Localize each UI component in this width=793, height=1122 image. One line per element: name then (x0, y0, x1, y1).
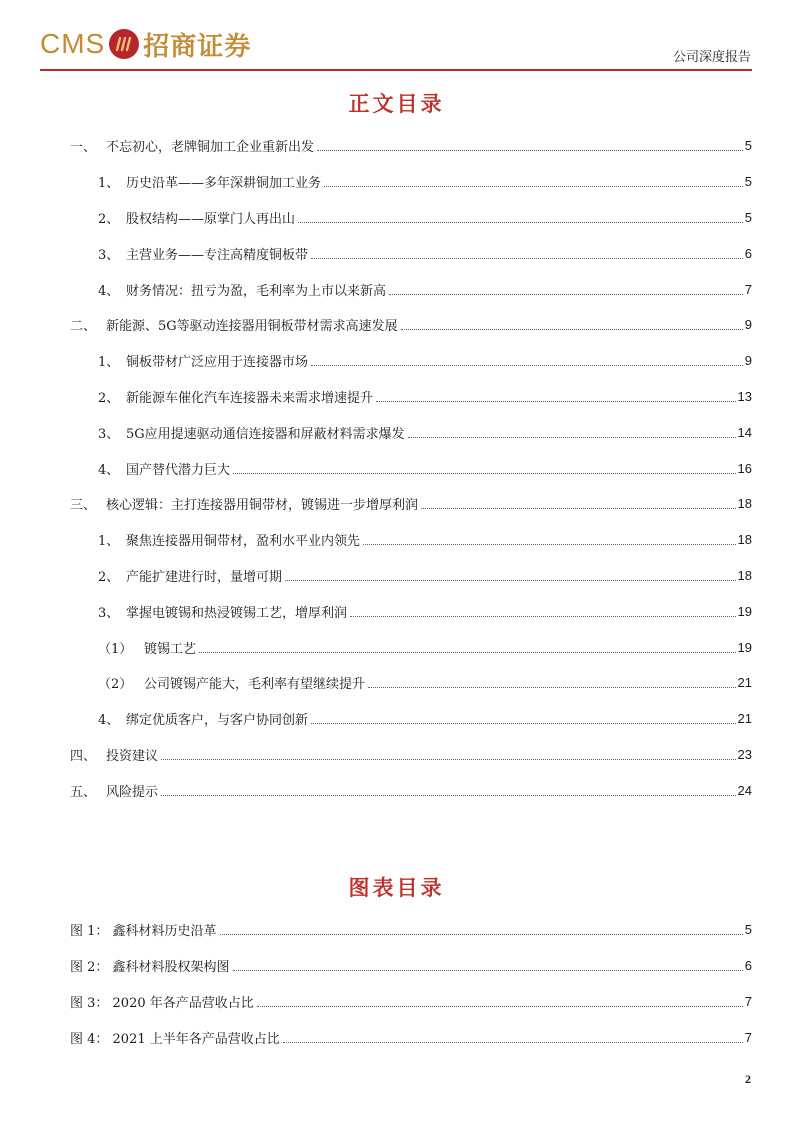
toc-entry-label: 公司镀锡产能大，毛利率有望继续提升 (144, 677, 366, 693)
toc-entry-page: 21 (737, 711, 752, 727)
toc-title: 正文目录 (348, 92, 445, 116)
company-logo (40, 26, 251, 62)
toc-leader-dots (199, 652, 736, 653)
toc-entry[interactable] (70, 701, 752, 737)
toc-entry-number: 三、 (70, 498, 97, 514)
toc-leader-dots (324, 186, 743, 187)
figure-entry-label: 图 1： 鑫科材料历史沿革 (70, 924, 217, 940)
toc-entry-number: （1） (98, 641, 133, 657)
toc-entry[interactable] (70, 486, 752, 522)
toc-entry-number: 2、 (98, 569, 120, 585)
toc-entry-number: 4、 (98, 283, 120, 299)
toc-leader-dots (401, 329, 743, 330)
toc-entry-page: 5 (744, 209, 752, 225)
figure-entry-page: 5 (744, 922, 752, 938)
toc-entry-label: 投资建议 (106, 748, 159, 764)
toc-entry-number: 二、 (70, 319, 97, 335)
toc-entry-page: 23 (737, 746, 752, 762)
toc-entry-page: 19 (737, 639, 752, 655)
toc-entry[interactable] (70, 128, 752, 164)
logo-chinese-text: 招商证券 (143, 31, 252, 62)
toc-entry-label: 风险提示 (106, 784, 159, 800)
toc-entry-number: 1、 (98, 176, 120, 192)
toc-leader-dots (408, 437, 736, 438)
toc-entry-label: 历史沿革——多年深耕铜加工业务 (126, 176, 322, 192)
page-number: 2 (745, 1072, 751, 1086)
toc-leader-dots (220, 934, 743, 935)
toc-leader-dots (161, 759, 736, 760)
toc-entry-page: 21 (737, 675, 752, 691)
toc-entry[interactable] (70, 772, 752, 808)
toc-leader-dots (421, 508, 736, 509)
toc-leader-dots (350, 616, 736, 617)
toc-entry-label: 聚焦连接器用铜带材，盈利水平业内领先 (126, 534, 361, 550)
toc-entry-label: 股权结构——原掌门人再出山 (126, 211, 296, 227)
toc-entry-page: 14 (737, 424, 752, 440)
toc-entry-label: 镀锡工艺 (144, 641, 197, 657)
toc-leader-dots (233, 970, 743, 971)
toc-entry-number: 五、 (70, 784, 97, 800)
toc-entry-number: 1、 (98, 355, 120, 371)
toc-entry-number: 2、 (98, 390, 120, 406)
toc-entry[interactable] (70, 164, 752, 200)
toc-leader-dots (257, 1006, 743, 1007)
toc-entry-label: 新能源车催化汽车连接器未来需求增速提升 (126, 390, 374, 406)
toc-entry[interactable] (70, 343, 752, 379)
toc-entry-page: 19 (737, 603, 752, 619)
toc-entry[interactable] (70, 200, 752, 236)
toc-entry-label: 主营业务——专注高精度铜板带 (126, 247, 309, 263)
toc-leader-dots (311, 723, 736, 724)
toc-entry-label: 国产替代潜力巨大 (126, 462, 231, 478)
toc-entry-number: 3、 (98, 247, 120, 263)
figure-entry-label: 图 3： 2020 年各产品营收占比 (70, 995, 254, 1011)
toc-entry-page: 9 (744, 353, 752, 369)
toc-leader-dots (233, 473, 736, 474)
toc-entry-page: 7 (744, 281, 752, 297)
toc-entry[interactable] (70, 629, 752, 665)
toc-entry[interactable] (70, 271, 752, 307)
toc-leader-dots (161, 795, 736, 796)
toc-entry-label: 新能源、5G等驱动连接器用铜板带材需求高速发展 (106, 319, 398, 335)
toc-entry-page: 18 (737, 567, 752, 583)
toc-entry-page: 5 (744, 138, 752, 154)
toc-entry-page: 24 (737, 782, 752, 798)
figure-list-title: 图表目录 (348, 876, 445, 900)
toc-entry-number: 1、 (98, 534, 120, 550)
toc-leader-dots (368, 687, 736, 688)
toc-entry-label: 财务情况：扭亏为盈，毛利率为上市以来新高 (126, 283, 387, 299)
toc-entry[interactable] (70, 379, 752, 415)
toc-leader-dots (389, 294, 743, 295)
toc-entry-page: 18 (737, 496, 752, 512)
toc-leader-dots (283, 1042, 743, 1043)
toc-entry-page: 18 (737, 532, 752, 548)
toc-entry-label: 核心逻辑：主打连接器用铜带材，镀锡进一步增厚利润 (106, 498, 419, 514)
figure-entry[interactable] (70, 948, 752, 984)
toc-leader-dots (285, 580, 736, 581)
toc-entry[interactable] (70, 450, 752, 486)
toc-entry-number: 4、 (98, 462, 120, 478)
toc-entry-label: 5G应用提速驱动通信连接器和屏蔽材料需求爆发 (126, 426, 405, 442)
toc-entry[interactable] (70, 558, 752, 594)
toc-entry-number: 2、 (98, 211, 120, 227)
figure-entry-page: 7 (744, 993, 752, 1009)
figure-entry[interactable] (70, 984, 752, 1020)
toc-entry[interactable] (70, 737, 752, 773)
toc-leader-dots (311, 365, 743, 366)
toc-entry-page: 13 (737, 388, 752, 404)
toc-entry[interactable] (70, 593, 752, 629)
figure-entry-page: 7 (744, 1029, 752, 1045)
figure-entry[interactable] (70, 912, 752, 948)
page-header (0, 0, 793, 75)
toc-entry-number: （2） (98, 677, 133, 693)
toc-entry-number: 一、 (70, 140, 97, 156)
toc-entry-page: 5 (744, 174, 752, 190)
figure-entry[interactable] (70, 1019, 752, 1055)
toc-leader-dots (317, 150, 743, 151)
toc-entry-number: 3、 (98, 605, 120, 621)
figure-entry-label: 图 2： 鑫科材料股权架构图 (70, 960, 230, 976)
toc-entry-label: 铜板带材广泛应用于连接器市场 (126, 355, 309, 371)
logo-emblem-icon (109, 29, 139, 59)
toc-leader-dots (376, 401, 736, 402)
toc-leader-dots (311, 258, 743, 259)
toc-entry-label: 掌握电镀锡和热浸镀锡工艺，增厚利润 (126, 605, 348, 621)
toc-entry-page: 16 (737, 460, 752, 476)
figure-entry-label: 图 4： 2021 上半年各产品营收占比 (70, 1031, 280, 1047)
toc-entry-number: 4、 (98, 713, 120, 729)
toc-entry-number: 四、 (70, 748, 97, 764)
toc-leader-dots (298, 222, 743, 223)
toc-entry[interactable] (70, 522, 752, 558)
toc-leader-dots (363, 544, 736, 545)
toc-entry-label: 绑定优质客户，与客户协同创新 (126, 713, 309, 729)
toc-entry-number: 3、 (98, 426, 120, 442)
toc-entry[interactable] (70, 414, 752, 450)
figure-list (70, 912, 752, 1055)
figure-entry-page: 6 (744, 958, 752, 974)
header-divider (40, 69, 752, 71)
toc-entry[interactable] (70, 235, 752, 271)
toc-entry-label: 产能扩建进行时，量增可期 (126, 569, 283, 585)
logo-latin-text: CMS (40, 28, 106, 59)
toc-entry-label: 不忘初心，老牌铜加工企业重新出发 (106, 140, 315, 156)
toc-entry-page: 9 (744, 317, 752, 333)
toc-entry[interactable] (70, 307, 752, 343)
toc-entry[interactable] (70, 665, 752, 701)
report-type-label: 公司深度报告 (672, 50, 751, 65)
toc-entry-page: 6 (744, 245, 752, 261)
table-of-contents (70, 128, 752, 808)
